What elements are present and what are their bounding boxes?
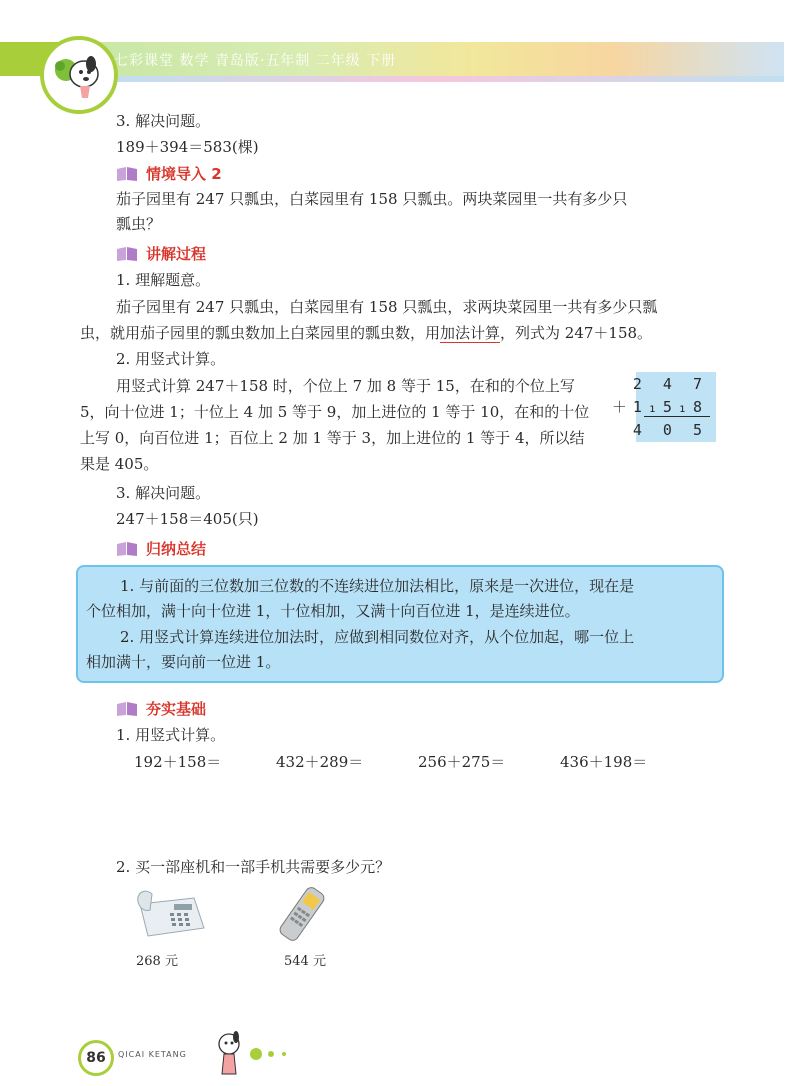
summary-p1-line2: 个位相加，满十向十位进 1，十位相加，又满十向百位进 1，是连续进位。 <box>86 602 580 620</box>
mobile-phone-icon <box>274 884 330 944</box>
footer-dot-large <box>250 1048 262 1060</box>
situation-line2: 瓢虫？ <box>116 215 162 233</box>
calc-top-number: 2 4 7 <box>632 375 708 393</box>
practice-expr-2: 432＋289＝ <box>276 753 364 771</box>
footer-dog-icon <box>214 1030 244 1080</box>
mobile-price: 544 元 <box>284 954 326 969</box>
summary-p2-line1: 2. 用竖式计算连续进位加法时，应做到相同数位对齐，从个位加起，哪一位上 <box>120 628 635 646</box>
explain-p1-line2-b: ，列式为 247＋158。 <box>500 324 653 342</box>
section-heading-situation <box>116 163 222 184</box>
explain-step2: 2. 用竖式计算。 <box>116 350 226 368</box>
section-heading-practice <box>116 698 206 719</box>
book-icon <box>116 701 138 717</box>
explain-p2-line2: 5，向十位进 1；十位上 4 加 5 等于 9，加上进位的 1 等于 10，在和的十位 <box>80 403 590 421</box>
explain-answer: 247＋158＝405(只) <box>116 510 259 528</box>
book-icon <box>116 541 138 557</box>
summary-p2-line2: 相加满十，要向前一位进 1。 <box>86 653 281 671</box>
header-title: 七彩课堂 数学 青岛版·五年制 二年级 下册 <box>114 53 397 69</box>
book-icon <box>116 246 138 262</box>
explain-underlined-term: 加法计算 <box>440 324 501 342</box>
section-heading-explanation <box>116 243 206 264</box>
practice-heading: 夯实基础 <box>146 700 207 718</box>
explain-p1-line2 <box>80 322 652 344</box>
equation-text: 189＋394＝583(棵) <box>116 138 259 156</box>
summary-p1-line1: 1. 与前面的三位数加三位数的不连续进位加法相比，原来是一次进位，现在是 <box>120 577 635 595</box>
calc-addend-row: ＋1₁5₁8 <box>611 398 708 416</box>
explain-p2-line4: 果是 405。 <box>80 455 159 473</box>
explain-p2-line3: 上写 0，向百位进 1；百位上 2 加 1 等于 3，加上进位的 1 等于 4，所以结 <box>80 429 585 447</box>
situation-line1: 茄子园里有 247 只瓢虫，白菜园里有 158 只瓢虫。两块菜园里一共有多少只 <box>116 190 628 208</box>
situation-heading: 情境导入 2 <box>146 165 222 183</box>
landline-price: 268 元 <box>136 954 178 969</box>
explain-step3: 3. 解决问题。 <box>116 484 211 502</box>
calc-sum-line <box>644 416 710 417</box>
practice-q1: 1. 用竖式计算。 <box>116 726 226 744</box>
footer-dot-small <box>282 1052 286 1056</box>
dog-mascot-icon <box>44 40 114 110</box>
practice-expr-4: 436＋198＝ <box>560 753 648 771</box>
explain-p2-line1: 用竖式计算 247＋158 时，个位上 7 加 8 等于 15，在和的个位上写 <box>116 377 575 395</box>
mascot-logo <box>40 36 118 114</box>
explain-step1: 1. 理解题意。 <box>116 271 211 289</box>
summary-heading: 归纳总结 <box>146 540 207 558</box>
page-number: 86 <box>78 1040 114 1076</box>
footer-dot-medium <box>268 1051 274 1057</box>
book-icon <box>116 166 138 182</box>
explain-p1-line1: 茄子园里有 247 只瓢虫，白菜园里有 158 只瓢虫，求两块菜园里一共有多少只瓢 <box>116 298 658 316</box>
explain-p1-line2-a: 虫，就用茄子园里的瓢虫数加上白菜园里的瓢虫数，用 <box>80 324 441 342</box>
vertical-calculation <box>611 372 716 442</box>
step3-text: 3. 解决问题。 <box>116 112 211 130</box>
practice-q2: 2. 买一部座机和一部手机共需要多少元？ <box>116 858 391 876</box>
explanation-heading: 讲解过程 <box>146 245 207 263</box>
section-heading-summary <box>116 538 206 559</box>
practice-expr-3: 256＋275＝ <box>418 753 506 771</box>
practice-expr-1: 192＋158＝ <box>134 753 222 771</box>
calc-result: 4 0 5 <box>632 421 708 439</box>
landline-phone-icon <box>134 884 208 940</box>
summary-box <box>76 565 724 683</box>
footer-series: QICAI KETANG <box>118 1050 187 1059</box>
